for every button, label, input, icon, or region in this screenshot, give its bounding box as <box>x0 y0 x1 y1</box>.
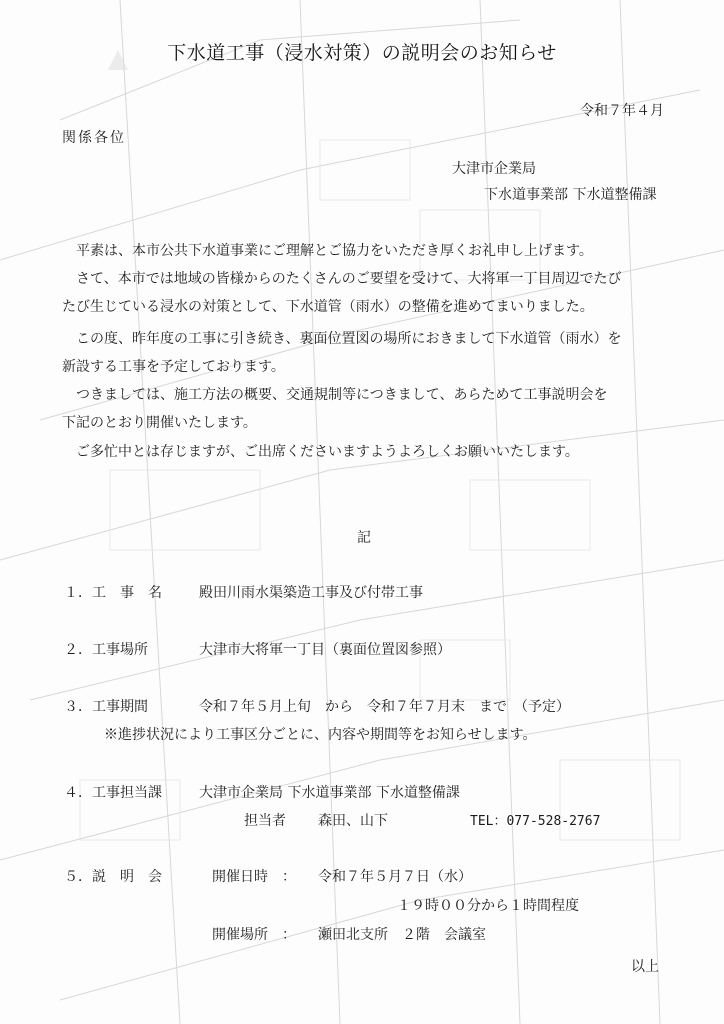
item4-staff: 森田、山下 <box>318 813 388 829</box>
issue-date: 令和７年４月 <box>580 103 664 119</box>
item5-place-label: 開催場所 ： <box>212 927 296 943</box>
sender-dept: 下水道事業部 下水道整備課 <box>484 187 657 203</box>
sender-org: 大津市企業局 <box>452 161 536 177</box>
item1-label: １．工 事 名 <box>64 585 162 601</box>
item5-date: 令和７年５月７日（水） <box>318 869 472 885</box>
addressee: 関係各位 <box>62 130 126 146</box>
item5-label: ５．説 明 会 <box>64 869 162 885</box>
closing-ijo: 以上 <box>631 959 659 975</box>
body-line: 新設する工事を予定しております。 <box>62 359 285 375</box>
item2-label: ２．工事場所 <box>64 642 148 658</box>
item3-value: 令和７年５月上旬 から 令和７年７月末 まで （予定） <box>199 699 570 715</box>
ki-heading: 記 <box>357 530 371 546</box>
body-line: ご多忙中とは存じますが、ご出席くださいますようよろしくお願いいたします。 <box>76 444 579 460</box>
item2-value: 大津市大将軍一丁目（裏面位置図参照） <box>199 642 451 658</box>
item4-label: ４．工事担当課 <box>64 785 162 801</box>
item5-date-label: 開催日時 ： <box>212 869 296 885</box>
item5-time: １９時００分から１時間程度 <box>397 898 579 914</box>
body-line: さて、本市では地域の皆様からのたくさんのご要望を受けて、大将軍一丁目周辺でたび <box>76 271 622 287</box>
item4-value: 大津市企業局 下水道事業部 下水道整備課 <box>199 785 460 801</box>
item1-value: 殿田川雨水渠築造工事及び付帯工事 <box>199 585 423 601</box>
item5-place: 瀬田北支所 ２階 会議室 <box>318 927 486 943</box>
item4-staff-label: 担当者 <box>244 813 286 829</box>
body-line: つきましては、施工方法の概要、交通規制等につきまして、あらためて工事説明会を <box>76 387 608 403</box>
body-line: 平素は、本市公共下水道事業にご理解とご協力をいただき厚くお礼申し上げます。 <box>76 243 593 259</box>
document-title: 下水道工事（浸水対策）の説明会のお知らせ <box>167 42 557 64</box>
item4-tel: TEL：077-528-2767 <box>470 814 601 829</box>
item3-note: ※進捗状況により工事区分ごとに、内容や期間等をお知らせします。 <box>104 727 537 743</box>
body-line: この度、昨年度の工事に引き続き、裏面位置図の場所におきまして下水道管（雨水）を <box>76 331 622 347</box>
body-line: 下記のとおり開催いたします。 <box>62 415 257 431</box>
item3-label: ３．工事期間 <box>64 699 148 715</box>
body-line: たび生じている浸水の対策として、下水道管（雨水）の整備を進めてまいりました。 <box>62 299 594 315</box>
